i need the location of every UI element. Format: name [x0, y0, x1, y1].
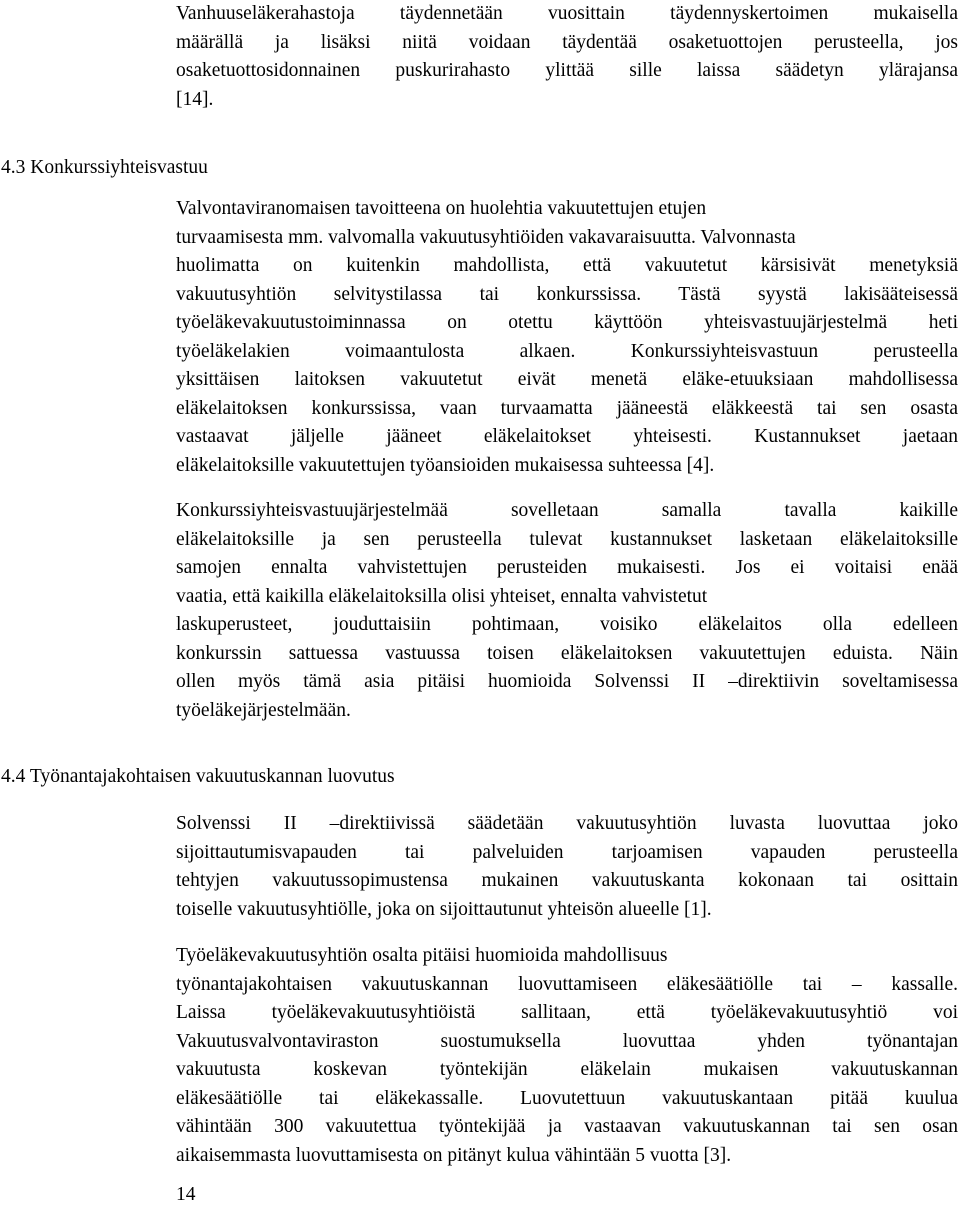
text-line: Vanhuuseläkerahastoja täydennetään vuosittain täydennyskertoimen mukaisella — [176, 3, 958, 24]
text-line: eläkesäätiölle tai eläkekassalle. Luovutettuun vakuutuskantaan pitää kuulua — [176, 1087, 958, 1109]
text-line: vakuutusyhtiön selvitystilassa tai konkurssissa. Tästä syystä lakisääteisessä — [176, 283, 958, 305]
text-line: [14]. — [176, 88, 214, 110]
section-heading-4-4: 4.4 Työnantajakohtaisen vakuutuskannan luovutus — [1, 766, 395, 787]
page-number: 14 — [176, 1184, 196, 1205]
text-line: ollen myös tämä asia pitäisi huomioida Solvenssi II –direktiivin soveltamisessa — [176, 671, 958, 692]
text-line: Konkurssiyhteisvastuujärjestelmää sovelletaan samalla tavalla kaikille — [176, 500, 958, 521]
paragraph-portfolio-transfer — [176, 810, 958, 924]
text-line: toiselle vakuutusyhtiölle, joka on sijoittautunut yhteisön alueelle [1]. — [176, 898, 712, 920]
text-line: konkurssin sattuessa vastuussa toisen eläkelaitoksen vakuutettujen eduista. Näin — [176, 642, 958, 664]
paragraph-liability-system — [176, 497, 958, 725]
text-line: yksittäisen laitoksen vakuutetut eivät menetä eläke-etuuksiaan mahdollisessa — [176, 369, 958, 390]
text-line: vähintään 300 vakuutettua työntekijää ja vastaavan vakuutuskannan tai sen osan — [176, 1116, 958, 1137]
text-line: eläkelaitoksille ja sen perusteella tulevat kustannukset lasketaan eläkelaitoksille — [176, 528, 958, 550]
text-line: sijoittautumisvapauden tai palveluiden tarjoamisen vapauden perusteella — [176, 841, 958, 863]
paragraph-pension-company-transfer — [176, 942, 958, 1170]
text-line: työnantajakohtaisen vakuutuskannan luovuttamiseen eläkesäätiölle tai – kassalle. — [176, 973, 958, 995]
text-line: eläkelaitoksen konkurssissa, vaan turvaamatta jääneestä eläkkeestä tai sen osasta — [176, 397, 958, 419]
text-line: osaketuottosidonnainen puskurirahasto ylittää sille laissa säädetyn ylärajansa — [176, 60, 958, 81]
text-line: vaatia, että kaikilla eläkelaitoksilla olisi yhteiset, ennalta vahvistetut — [176, 585, 708, 607]
text-line: Laissa työeläkevakuutusyhtiöistä sallitaan, että työeläkevakuutusyhtiö voi — [176, 1002, 958, 1023]
text-line: työeläkejärjestelmään. — [176, 699, 351, 721]
text-line: Valvontaviranomaisen tavoitteena on huolehtia vakuutettujen etujen — [176, 198, 707, 219]
text-line: Solvenssi II –direktiivissä säädetään vakuutusyhtiön luvasta luovuttaa joko — [176, 813, 958, 834]
section-heading-4-3: 4.3 Konkurssiyhteisvastuu — [1, 157, 208, 178]
text-line: eläkelaitoksille vakuutettujen työansioiden mukaisessa suhteessa [4]. — [176, 454, 715, 476]
text-line: työeläkelakien voimaantulosta alkaen. Konkurssiyhteisvastuun perusteella — [176, 340, 958, 362]
text-line: tehtyjen vakuutussopimustensa mukainen vakuutuskanta kokonaan tai osittain — [176, 870, 958, 891]
text-line: laskuperusteet, jouduttaisiin pohtimaan, voisiko eläkelaitos olla edelleen — [176, 614, 958, 635]
paragraph-bankruptcy-liability — [176, 195, 958, 480]
text-line: vastaavat jäljelle jääneet eläkelaitokset yhteisesti. Kustannukset jaetaan — [176, 426, 958, 447]
text-line: aikaisemmasta luovuttamisesta on pitänyt kulua vähintään 5 vuotta [3]. — [176, 1144, 732, 1166]
paragraph-pension-funds — [176, 0, 958, 114]
text-line: huolimatta on kuitenkin mahdollista, että vakuutetut kärsisivät menetyksiä — [176, 255, 958, 276]
text-line: Työeläkevakuutusyhtiön osalta pitäisi huomioida mahdollisuus — [176, 945, 668, 966]
text-line: määrällä ja lisäksi niitä voidaan täydentää osaketuottojen perusteella, jos — [176, 31, 958, 53]
text-line: samojen ennalta vahvistettujen perusteiden mukaisesti. Jos ei voitaisi enää — [176, 557, 958, 578]
text-line: vakuutusta koskevan työntekijän eläkelain mukaisen vakuutuskannan — [176, 1059, 958, 1080]
text-line: turvaamisesta mm. valvomalla vakuutusyhtiöiden vakavaraisuutta. Valvonnasta — [176, 226, 796, 248]
text-line: Vakuutusvalvontaviraston suostumuksella luovuttaa yhden työnantajan — [176, 1030, 958, 1052]
text-line: työeläkevakuutustoiminnassa on otettu käyttöön yhteisvastuujärjestelmä heti — [176, 312, 958, 333]
